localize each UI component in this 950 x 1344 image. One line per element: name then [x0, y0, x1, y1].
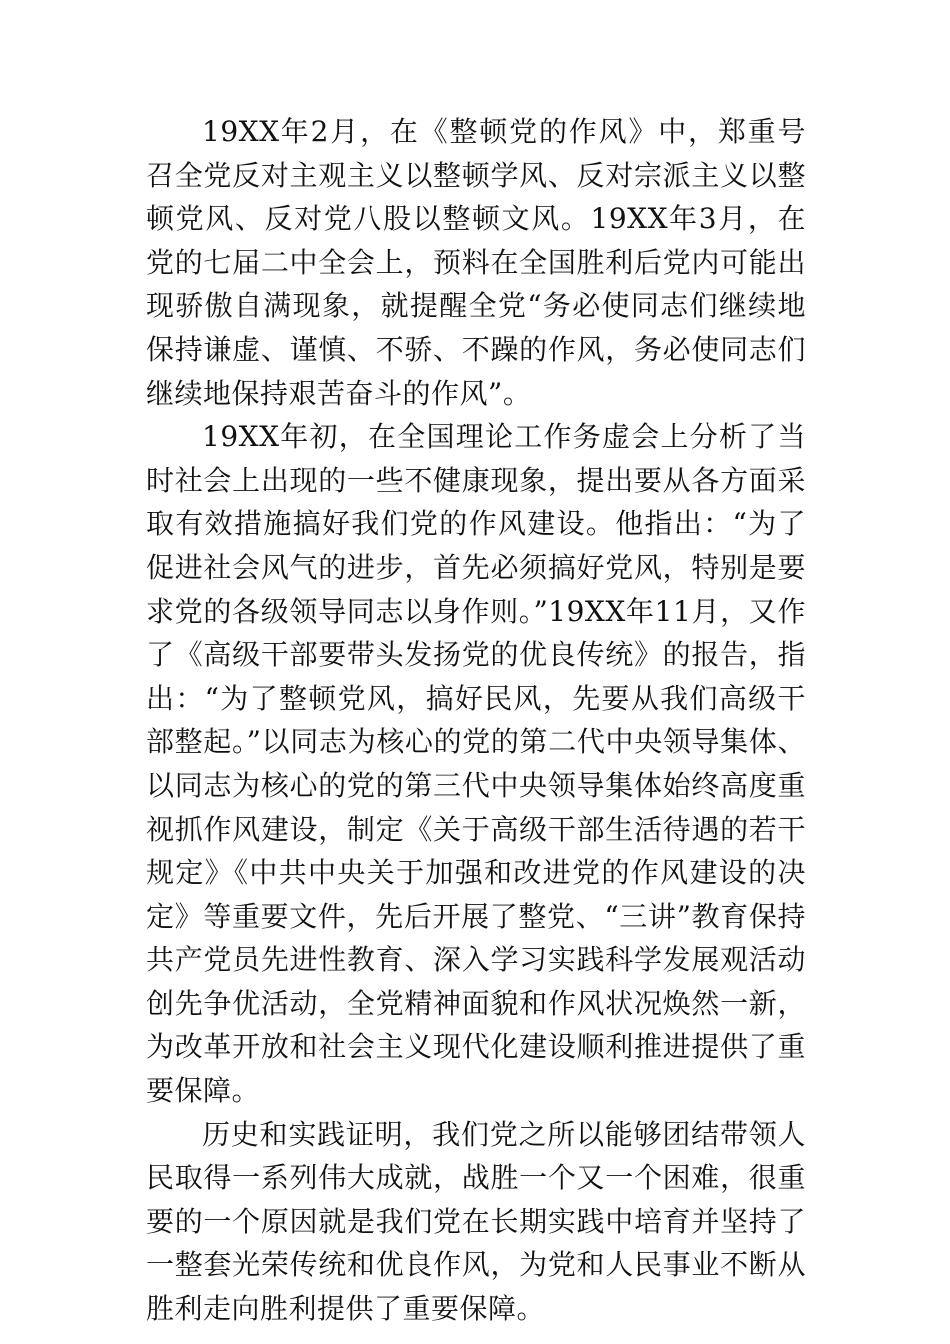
paragraph-2: 19XX年初，在全国理论工作务虚会上分析了当时社会上出现的一些不健康现象，提出要从各方面采取有效措施搞好我们党的作风建设。他指出：“为了促进社会风气的进步，首先必须搞好党风，特别是要求党的各级领导同志以身作则。”19XX年11月，又作了《高级干部要带头发扬党的优良传统》的报告，指出：“为了整顿党风，搞好民风，先要从我们高级干部整起。”以同志为核心的党的第二代中央领导集体、以同志为核心的党的第三代中央领导集体始终高度重视抓作风建设，制定《关于高级干部生活待遇的若干规定》《中共中央关于加强和改进党的作风建设的决定》等重要文件，先后开展了整党、“三讲”教育保持共产党员先进性教育、深入学习实践科学发展观活动创先争优活动，全党精神面貌和作风状况焕然一新，为改革开放和社会主义现代化建设顺利推进提供了重要保障。 [146, 420, 806, 1108]
document-body [146, 110, 806, 1331]
paragraph-3: 历史和实践证明，我们党之所以能够团结带领人民取得一系列伟大成就，战胜一个又一个困难，很重要的一个原因就是我们党在长期实践中培育并坚持了一整套光荣传统和优良作风，为党和人民事业不断从胜利走向胜利提供了重要保障。 [146, 1117, 806, 1326]
paragraph-1: 19XX年2月，在《整顿党的作风》中，郑重号召全党反对主观主义以整顿学风、反对宗派主义以整顿党风、反对党八股以整顿文风。19XX年3月，在党的七届二中全会上，预料在全国胜利后党内可能出现骄傲自满现象，就提醒全党“务必使同志们继续地保持谦虚、谨慎、不骄、不躁的作风，务必使同志们继续地保持艰苦奋斗的作风”。 [146, 115, 806, 410]
